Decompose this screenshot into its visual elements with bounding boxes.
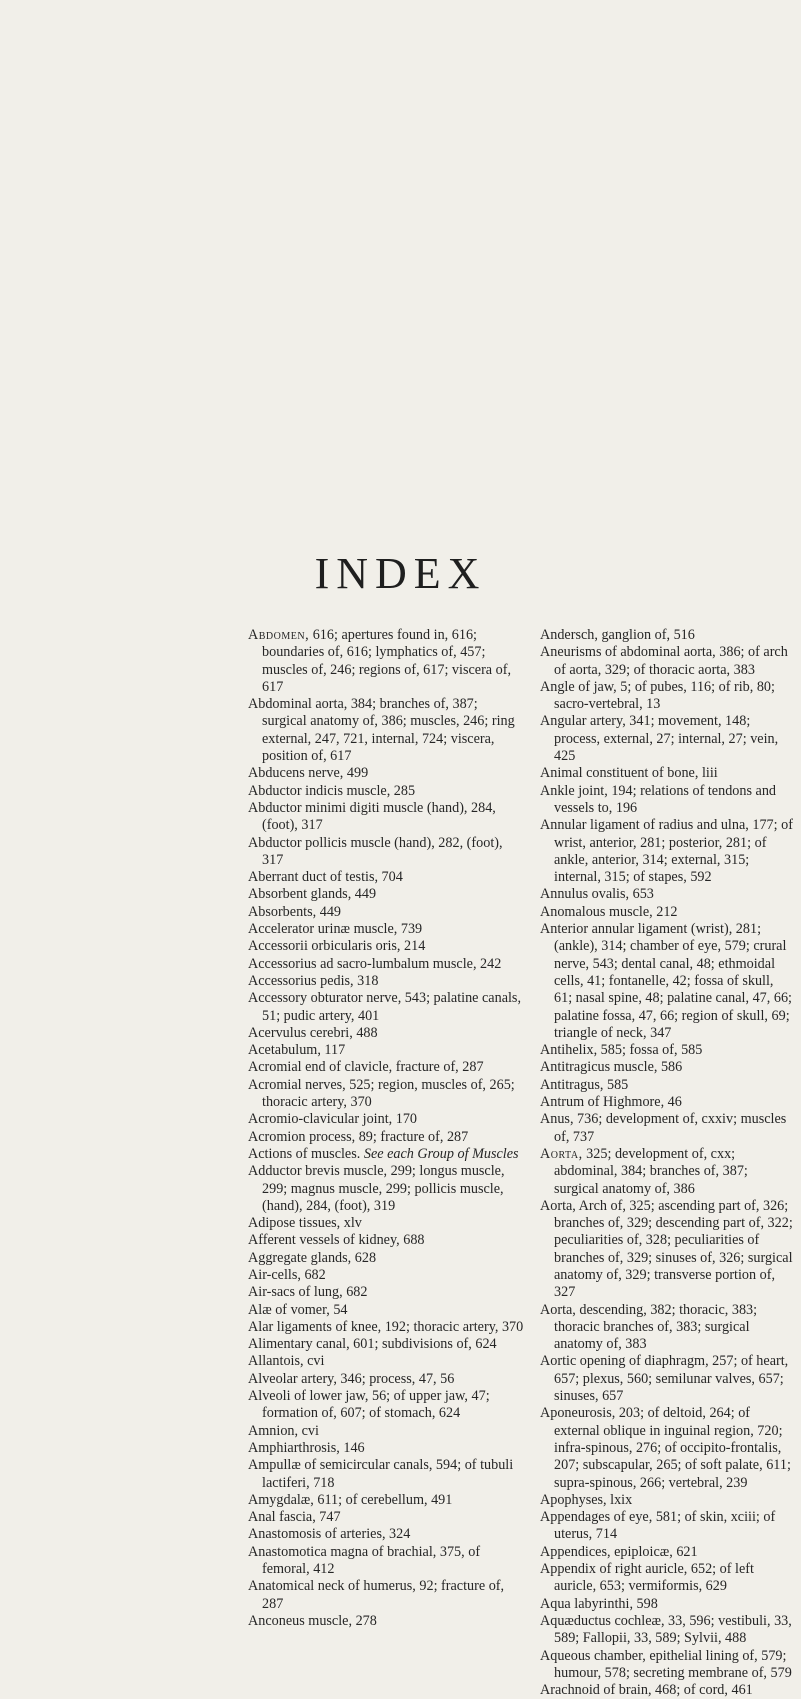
index-entry [248, 1613, 525, 1630]
index-entry [248, 1267, 525, 1284]
index-entry-text: Apophyses, lxix [540, 1491, 633, 1508]
index-entry [540, 1596, 795, 1613]
index-entry [248, 1146, 525, 1163]
index-entry-heading: Aorta, [540, 1145, 583, 1162]
index-entry-text: Antitragus, 585 [540, 1076, 629, 1093]
index-entry-text: Aponeurosis, 203; of deltoid, 264; of external oblique in inguinal region, 720; infra-spinous, 276; of occipito-frontalis, 207; subscapular, 265; of soft palate, 611; supra-spinous, 266; vertebral, 239 [540, 1405, 791, 1491]
index-entry-text: Adductor brevis muscle, 299; longus muscle, 299; magnus muscle, 299; pollicis muscle, (hand), 284, (foot), 319 [248, 1163, 505, 1214]
index-entry-text: Antrum of Highmore, 46 [540, 1094, 682, 1111]
index-entry-text: Abductor pollicis muscle (hand), 282, (foot), 317 [248, 834, 503, 868]
index-entry-text: Anatomical neck of humerus, 92; fracture of, 287 [248, 1578, 505, 1612]
index-entry-heading: Abdomen, [248, 627, 310, 643]
index-entry-text: Appendix of right auricle, 652; of left auricle, 653; vermiformis, 629 [540, 1561, 754, 1595]
index-entry-text: Amphiarthrosis, 146 [248, 1439, 365, 1456]
index-entry [248, 956, 525, 973]
index-entry-text: Absorbent glands, 449 [248, 886, 377, 903]
index-entry-text: Afferent vessels of kidney, 688 [248, 1232, 425, 1249]
index-entry-text: Aortic opening of diaphragm, 257; of heart, 657; plexus, 560; semilunar valves, 657; sinuses, 657 [540, 1353, 789, 1405]
index-entry-text: Anastomotica magna of brachial, 375, of femoral, 412 [248, 1543, 481, 1578]
index-entry [248, 1163, 525, 1215]
index-entry-text: Antitragicus muscle, 586 [540, 1059, 683, 1076]
index-entry [248, 938, 525, 955]
index-entry-cross-reference: See each Group of Muscles [363, 1145, 519, 1162]
index-entry [248, 921, 525, 938]
index-entry [540, 1544, 795, 1561]
index-entry [248, 1232, 525, 1249]
index-entry [540, 1509, 795, 1544]
index-entry [248, 1492, 525, 1509]
index-entry-text: Accessorii orbicularis oris, 214 [248, 938, 426, 955]
index-entry-text: Alar ligaments of knee, 192; thoracic artery, 370 [248, 1318, 524, 1335]
index-entry [248, 1042, 525, 1059]
index-entry-text: Anastomosis of arteries, 324 [248, 1526, 411, 1543]
index-entry-text: Aqua labyrinthi, 598 [540, 1595, 658, 1612]
index-entry [540, 679, 795, 714]
index-entry-text: Appendages of eye, 581; of skin, xciii; of uterus, 714 [540, 1509, 776, 1543]
index-entry-text: Amygdalæ, 611; of cerebellum, 491 [248, 1491, 453, 1508]
index-entry-text: Andersch, ganglion of, 516 [540, 627, 695, 643]
index-entry [540, 1094, 795, 1111]
index-entry-text: Anconeus muscle, 278 [248, 1612, 377, 1629]
index-entry-text: Alæ of vomer, 54 [248, 1301, 348, 1318]
index-entry [540, 1198, 795, 1302]
index-entry [248, 1526, 525, 1543]
index-entry-text: Alveolar artery, 346; process, 47, 56 [248, 1370, 455, 1387]
index-entry-text: Aggregate glands, 628 [248, 1249, 377, 1266]
index-entry [248, 1319, 525, 1336]
index-entry [540, 1405, 795, 1491]
index-entry [540, 1353, 795, 1405]
index-entry-text: Abductor minimi digiti muscle (hand), 284, (foot), 317 [248, 799, 496, 834]
index-entry [248, 1302, 525, 1319]
index-entry [540, 627, 795, 644]
index-entry [248, 1025, 525, 1042]
index-entry-text: Antihelix, 585; fossa of, 585 [540, 1042, 703, 1059]
index-entry-text: Actions of muscles. [248, 1145, 364, 1162]
index-entry-text: Ankle joint, 194; relations of tendons and vessels to, 196 [540, 782, 777, 816]
index-entry [540, 921, 795, 1042]
index-entry [248, 1215, 525, 1232]
index-entry-text: Animal constituent of bone, liii [540, 765, 718, 782]
index-entry-text: Acromial nerves, 525; region, muscles of, 265; thoracic artery, 370 [248, 1076, 515, 1111]
index-entry [540, 1613, 795, 1648]
index-entry [540, 1492, 795, 1509]
index-entry-text: Alveoli of lower jaw, 56; of upper jaw, 47; formation of, 607; of stomach, 624 [248, 1388, 490, 1422]
index-entry [248, 627, 525, 696]
index-entry-text: Acervulus cerebri, 488 [248, 1024, 378, 1041]
index-column-right [540, 627, 795, 1699]
index-entry [248, 1544, 525, 1579]
index-entry [540, 1077, 795, 1094]
index-entry [248, 1371, 525, 1388]
index-entry [248, 1509, 525, 1526]
index-entry [248, 783, 525, 800]
index-entry [248, 973, 525, 990]
index-entry [248, 1423, 525, 1440]
index-entry-text: Accessorius ad sacro-lumbalum muscle, 242 [248, 955, 502, 972]
index-entry [540, 886, 795, 903]
index-entry-text: Aneurisms of abdominal aorta, 386; of arch of aorta, 329; of thoracic aorta, 383 [540, 644, 788, 678]
index-entry [248, 1388, 525, 1423]
index-entry [248, 765, 525, 782]
index-entry [248, 1059, 525, 1076]
index-entry [248, 869, 525, 886]
index-entry-text: Ampullæ of semicircular canals, 594; of tubuli lactiferi, 718 [248, 1457, 514, 1491]
index-entry [540, 783, 795, 818]
index-entry [248, 800, 525, 835]
index-entry [248, 835, 525, 870]
index-entry-text: Air-sacs of lung, 682 [248, 1284, 368, 1301]
index-entry-text: Arachnoid of brain, 468; of cord, 461 [540, 1682, 753, 1699]
index-entry-text: Accelerator urinæ muscle, 739 [248, 921, 423, 938]
index-entry-text: Annulus ovalis, 653 [540, 886, 654, 903]
index-entry [248, 886, 525, 903]
index-entry-text: Abducens nerve, 499 [248, 765, 369, 782]
index-entry-text: Abdominal aorta, 384; branches of, 387; surgical anatomy of, 386; muscles, 246; ring external, 247, 721, internal, 724; viscera, position of, 617 [248, 696, 515, 765]
index-entry-text: Aorta, descending, 382; thoracic, 383; thoracic branches of, 383; surgical anatomy of, 383 [540, 1301, 758, 1353]
index-entry-text: Aquæductus cochleæ, 33, 596; vestibuli, 33, 589; Fallopii, 33, 589; Sylvii, 488 [540, 1612, 792, 1647]
index-entry [540, 1111, 795, 1146]
index-entry [248, 1129, 525, 1146]
index-entry-text: Anomalous muscle, 212 [540, 903, 678, 920]
index-entry [540, 904, 795, 921]
index-entry-text: Absorbents, 449 [248, 903, 342, 920]
index-entry-text: Annular ligament of radius and ulna, 177; of wrist, anterior, 281; posterior, 281; of ankle, anterior, 314; external, 315; internal, 315; of stapes, 592 [540, 817, 793, 886]
index-column-left [248, 627, 525, 1630]
index-entry-text: Aberrant duct of testis, 704 [248, 869, 403, 886]
index-entry-text: Acromion process, 89; fracture of, 287 [248, 1128, 469, 1145]
index-entry [540, 817, 795, 886]
index-entry-text: Acetabulum, 117 [248, 1042, 346, 1059]
index-entry-text: Adipose tissues, xlv [248, 1215, 362, 1232]
index-entry [248, 904, 525, 921]
index-entry-text: Aorta, Arch of, 325; ascending part of, 326; branches of, 329; descending part of, 322; peculiarities of, 328; peculiarities of branches of, 329; sinuses of, 326; surgical anatomy of, 329; transverse portion of, 327 [540, 1197, 793, 1301]
index-entry [248, 696, 525, 765]
index-entry-text: Anus, 736; development of, cxxiv; muscles of, 737 [540, 1111, 787, 1145]
index-entry [248, 1284, 525, 1301]
index-entry [540, 1059, 795, 1076]
index-entry-text: Angular artery, 341; movement, 148; process, external, 27; internal, 27; vein, 425 [540, 713, 779, 765]
index-entry-text: 616; apertures found in, 616; boundaries of, 616; lymphatics of, 457; muscles of, 246; regions of, 617; viscera of, 617 [262, 627, 512, 695]
index-entry [248, 1440, 525, 1457]
index-entry [540, 1561, 795, 1596]
index-entry-text: Anterior annular ligament (wrist), 281; (ankle), 314; chamber of eye, 579; crural nerve, 543; dental canal, 48; ethmoidal cells, 41; fontanelle, 42; fossa of skull, 61; nasal spine, 48; palatine canal, 47, 66; palatine fossa, 47, 66; region of skull, 69; triangle of neck, 347 [540, 921, 792, 1041]
index-entry [248, 1353, 525, 1370]
index-entry-text: Air-cells, 682 [248, 1266, 326, 1283]
index-entry-text: Abductor indicis muscle, 285 [248, 782, 416, 799]
index-entry [540, 765, 795, 782]
index-entry-text: Appendices, epiploicæ, 621 [540, 1543, 698, 1560]
index-entry [248, 990, 525, 1025]
index-entry-text: Amnion, cvi [248, 1422, 319, 1439]
index-entry [540, 644, 795, 679]
index-entry [248, 1336, 525, 1353]
index-entry-text: Accessorius pedis, 318 [248, 972, 379, 989]
index-entry-text: 325; development of, cxx; abdominal, 384; branches of, 387; surgical anatomy of, 386 [554, 1145, 748, 1197]
index-entry [248, 1578, 525, 1613]
page-title: INDEX [314, 549, 487, 598]
index-entry [540, 713, 795, 765]
index-entry-text: Aqueous chamber, epithelial lining of, 579; humour, 578; secreting membrane of, 579 [540, 1647, 792, 1681]
index-entry-text: Acromial end of clavicle, fracture of, 287 [248, 1059, 484, 1076]
index-entry-text: Accessory obturator nerve, 543; palatine canals, 51; pudic artery, 401 [248, 990, 522, 1024]
index-entry [540, 1302, 795, 1354]
index-entry [540, 1146, 795, 1198]
index-entry [248, 1250, 525, 1267]
index-entry [248, 1077, 525, 1112]
index-entry [248, 1111, 525, 1128]
index-entry [540, 1648, 795, 1683]
index-entry [540, 1682, 795, 1699]
index-entry-text: Alimentary canal, 601; subdivisions of, 624 [248, 1336, 497, 1353]
index-entry-text: Anal fascia, 747 [248, 1509, 341, 1526]
index-entry [540, 1042, 795, 1059]
index-entry-text: Acromio-clavicular joint, 170 [248, 1111, 418, 1128]
index-entry [248, 1457, 525, 1492]
index-entry-text: Angle of jaw, 5; of pubes, 116; of rib, 80; sacro-vertebral, 13 [540, 678, 775, 713]
index-entry-text: Allantois, cvi [248, 1353, 325, 1370]
